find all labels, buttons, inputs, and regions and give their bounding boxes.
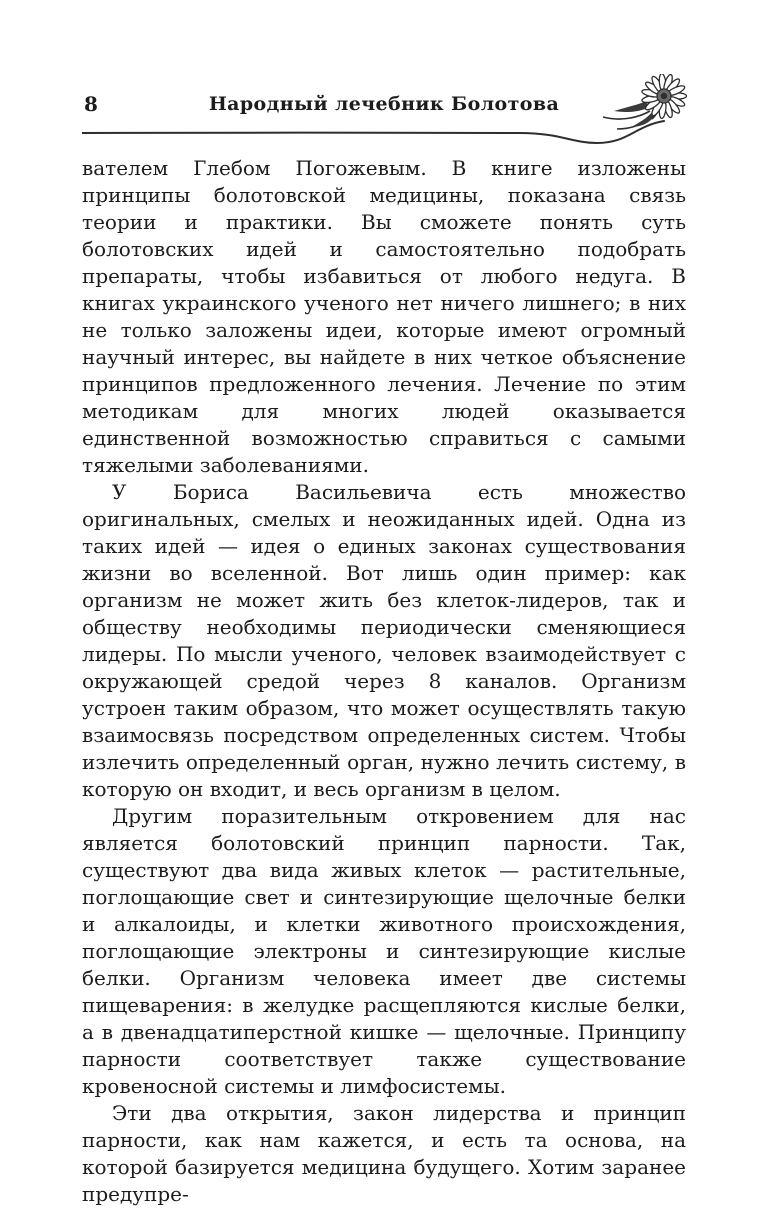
sunflower-ornament-icon xyxy=(600,74,704,134)
paragraph-continuation: вателем Глебом Погожевым. В книге изложены принципы болотовской медицины, показана связь теории и практики. Вы сможете понять суть болотовских идей и самостоятельно подобрать препараты, чтобы избавиться от любого недуга. В книгах украинского ученого нет ничего лишнего; в них не только заложены идеи, которые имеют огромный научный интерес, вы найдете в них четкое объяснение принципов предложенного лечения. Лечение по этим методикам для многих людей оказывается единственной возможностью справиться с самыми тяжелыми заболеваниями. xyxy=(82,156,686,477)
paragraph: У Бориса Васильевича есть множество оригинальных, смелых и неожиданных идей. Одна из таких идей — идея о единых законах существования жизни во вселенной. Вот лишь один пример: как организм не может жить без клеток-лидеров, так и обществу необходимы периодически сменяющиеся лидеры. По мысли ученого, человек взаимодействует с окружающей средой через 8 каналов. Организм устроен таким образом, что может осуществлять такую взаимосвязь посредством определенных систем. Чтобы излечить определенный орган, нужно лечить систему, в которую он входит, и весь организм в целом. xyxy=(82,480,686,801)
running-title: Народный лечебник Болотова xyxy=(208,93,560,115)
page-content xyxy=(82,92,686,1208)
body-text xyxy=(82,155,686,1208)
header-rule xyxy=(82,120,686,146)
page-number: 8 xyxy=(84,92,98,116)
paragraph: Эти два открытия, закон лидерства и принцип парности, как нам кажется, и есть та основа, на которой базируется медицина будущего. Хотим заранее предупре- xyxy=(82,1101,686,1206)
page-header xyxy=(82,92,686,118)
paragraph: Другим поразительным откровением для нас является болотовский принцип парности. Так, существуют два вида живых клеток — растительные, поглощающие свет и синтезирующие щелочные белки и алкалоиды, и клетки животного происхождения, поглощающие электроны и синтезирующие кислые белки. Организм человека имеет две системы пищеварения: в желудке расщепляются кислые белки, а в двенадцатиперстной кишке — щелочные. Принципу парности соответствует также существование кровеносной системы и лимфосистемы. xyxy=(82,804,686,1098)
